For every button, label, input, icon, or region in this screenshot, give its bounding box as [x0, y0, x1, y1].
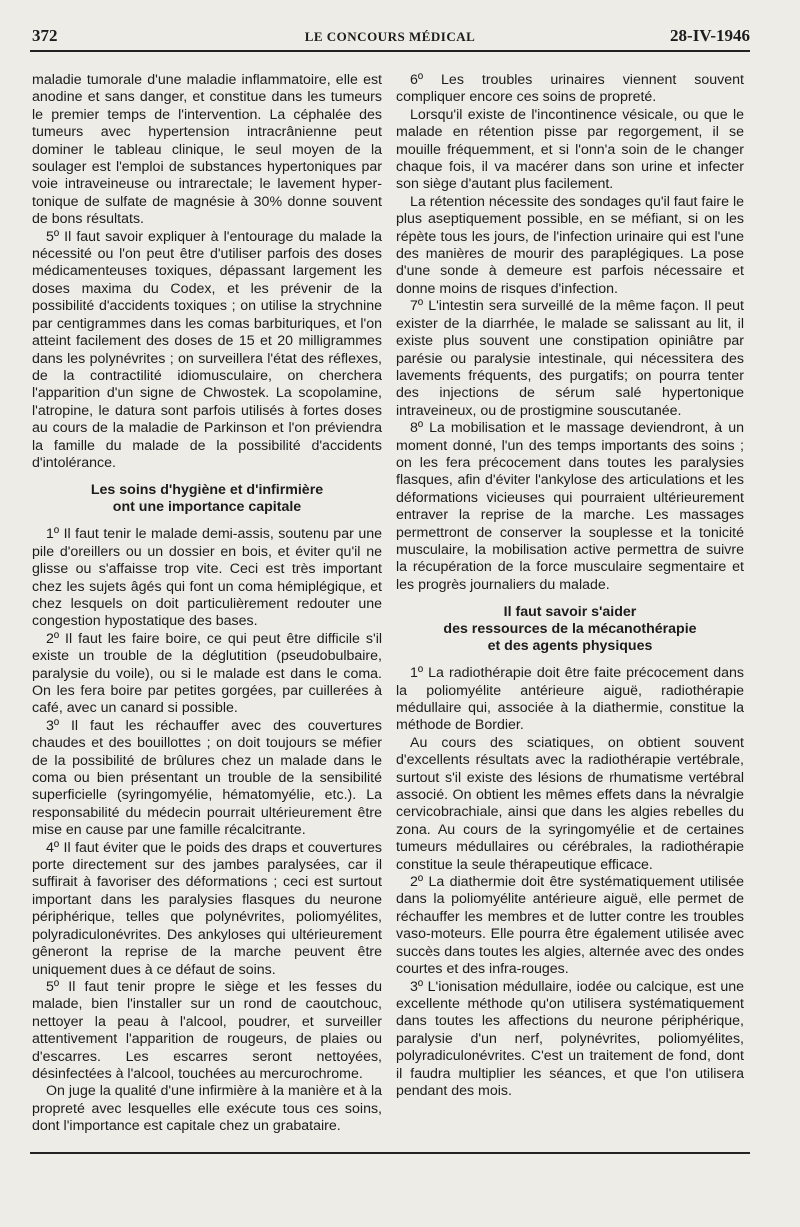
left-column — [32, 72, 382, 1136]
paragraph: 4º Il faut éviter que le poids des draps et couvertures porte directement sur des jambes paralysées, car il suffirait à favoriser des déformations ; ceci est surtout important dans les paralysies flasques du neurone périphérique, telles que polynévrites, poliomyélites, polyradiculonévrites. Des ankyloses qui ultérieurement gêneront la reprise de la marche peuvent être uniquement dues à ce défaut de soins. — [32, 839, 382, 978]
heading-line: Les soins d'hygiène et d'infirmière — [90, 482, 324, 499]
paragraph: 5º Il faut tenir propre le siège et les fesses du malade, bien l'installer sur un rond de caoutchouc, nettoyer la peau à l'alcool, poudrer, et surveiller attentivement l'apparition de rougeurs, de plaies ou d'escarres. Les escarres seront nettoyées, désinfectées à l'alcool, touchées au mercurochrome. — [32, 978, 382, 1082]
heading-line: des ressources de la mécanothérapie — [443, 621, 697, 638]
paragraph: On juge la qualité d'une infirmière à la manière et à la propreté avec lesquelles elle exécute tous ces soins, dont l'importance est capitale chez un grabataire. — [32, 1083, 382, 1135]
section-heading — [396, 604, 744, 655]
paragraph: 3º L'ionisation médullaire, iodée ou calcique, est une excellente méthode qu'on utilisera systématiquement dans toutes les affections du neurone périphérique, paralysie d'un nerf, polynévrites, poliomyélites, polyradiculonévrites. C'est un traitement de fond, dont il faudra multiplier les séances, et que l'on utilisera pendant des mois. — [396, 978, 744, 1099]
issue-date: 28-IV-1946 — [670, 26, 750, 45]
page-number: 372 — [32, 26, 58, 45]
paragraph: 1º La radiothérapie doit être faite précocement dans la poliomyélite antérieure aiguë, radiothérapie médullaire qui, associée à la diathermie, constitue la méthode de Bordier. — [396, 665, 744, 734]
section-heading — [32, 482, 382, 516]
paragraph: 6º Les troubles urinaires viennent souvent compliquer encore ces soins de propreté. — [396, 72, 744, 106]
paragraph: 2º Il faut les faire boire, ce qui peut être difficile s'il existe un trouble de la déglutition (pseudobulbaire, paralysie du voile), ou si le malade est dans le coma. On les fera boire par petites gorgées, par cuillerées à café, avec un canard si possible. — [32, 630, 382, 717]
heading-line: ont une importance capitale — [112, 499, 302, 516]
paragraph: maladie tumorale d'une maladie inflammatoire, elle est anodine et sans danger, et constitue dans les tumeurs le premier temps de l'intervention. La céphalée des tumeurs avec hypertension intracrânienne peut dominer le tableau clinique, le seul moyen de la soulager est l'emploi de substances hypertoniques par voie intraveineuse ou intrarectale; le lavement hyper-tonique de sulfate de magnésie à 30% donne souvent de bons résultats. — [32, 72, 382, 228]
paragraph: Au cours des sciatiques, on obtient souvent d'excellents résultats avec la radiothérapie vertébrale, surtout s'il existe des lésions de rhumatisme vertébral associé. On obtient les mêmes effets dans la névralgie cervicobrachiale, ainsi que dans les algies rebelles du zona. Au cours de la syringomyélie et de certaines tumeurs médullaires ou cérébrales, la radiothérapie constitue la seule thérapeutique efficace. — [396, 734, 744, 873]
paragraph: 2º La diathermie doit être systématiquement utilisée dans la poliomyélite antérieure aiguë, elle permet de réchauffer les membres et de lutter contre les troubles vaso-moteurs. Elle pourra être également utilisée avec succès dans toutes les algies, alternée avec des ondes courtes et des infra-rouges. — [396, 874, 744, 978]
paragraph: 5º Il faut savoir expliquer à l'entourage du malade la nécessité ou l'on peut être d'utiliser parfois des doses médicamenteuses toxiques, dépassant largement les doses maxima du Codex, et les prévenir de la possibilité d'accidents toxiques ; on utilise la strychnine par centigrammes dans les comas barbituriques, et l'on atteint facilement des doses de 15 et 20 milligrammes dans les polynévrites ; on surveillera l'état des réflexes, de la contractilité idiomusculaire, on cherchera l'apparition d'un signe de Chwostek. La scopolamine, l'atropine, le datura sont parfois utilisés à fortes doses au cours de la maladie de Parkinson et l'on préviendra la famille du malade de la possibilité d'accidents d'intolérance. — [32, 228, 382, 471]
heading-line: et des agents physiques — [487, 638, 653, 655]
footer-rule — [30, 1152, 750, 1154]
paragraph: 7º L'intestin sera surveillé de la même façon. Il peut exister de la diarrhée, le malade se salissant au lit, il existe plus souvent une constipation opiniâtre par parésie ou paralysie intestinale, qui nécessitera des lavements fréquents, des purgatifs; on pourra tenter des injections de sérum salé hypertonique intraveineux, ou de prostigmine souscutanée. — [396, 298, 744, 419]
journal-title: LE CONCOURS MÉDICAL — [304, 29, 476, 44]
heading-line: Il faut savoir s'aider — [503, 604, 637, 621]
paragraph: La rétention nécessite des sondages qu'il faut faire le plus aseptiquement possible, en se méfiant, si on les répète tous les jours, de l'infection urinaire qui est l'une des manières de mourir des paraplégiques. La pose d'une sonde à demeure est parfois nécessaire et donne moins de risques d'infection. — [396, 193, 744, 297]
paragraph: 8º La mobilisation et le massage deviendront, à un moment donné, l'un des temps importants des soins ; on les fera précocement dans toutes les paralysies flasques, afin d'éviter l'ankylose des articulations et les déformations vicieuses qui pourraient ultérieurement entraver la reprise de la marche. Les massages permettront de conserver la souplesse et la tonicité musculaire, la mobilisation active permettra de suivre la récupération de la force musculaire segmentaire et les progrès journaliers du malade. — [396, 420, 744, 593]
header-rule — [30, 50, 750, 52]
right-column — [396, 72, 744, 1100]
paragraph: Lorsqu'il existe de l'incontinence vésicale, ou que le malade en rétention pisse par regorgement, il se mouille fréquemment, et si l'onn'a soin de le changer chaque fois, il va macérer dans son urine et infecter son siège d'autant plus facilement. — [396, 106, 744, 193]
page-header — [30, 26, 750, 48]
paragraph: 3º Il faut les réchauffer avec des couvertures chaudes et des bouillottes ; on doit toujours se méfier de la possibilité de brûlures chez un malade dans le coma ou bien présentant un trouble de la sensibilité superficielle (syringomyélie, hématomyélie, etc.). La responsabilité du médecin pourrait ultérieurement être mise en cause par une famille récalcitrante. — [32, 717, 382, 839]
paragraph: 1º Il faut tenir le malade demi-assis, soutenu par une pile d'oreillers ou un dossier en bois, et éviter qu'il ne glisse ou s'affaisse trop vite. Ceci est très important chez les sujets âgés qui font un coma hémiplégique, et chez lesquels on doit particulièrement redouter une congestion hypostatique des bases. — [32, 526, 382, 630]
